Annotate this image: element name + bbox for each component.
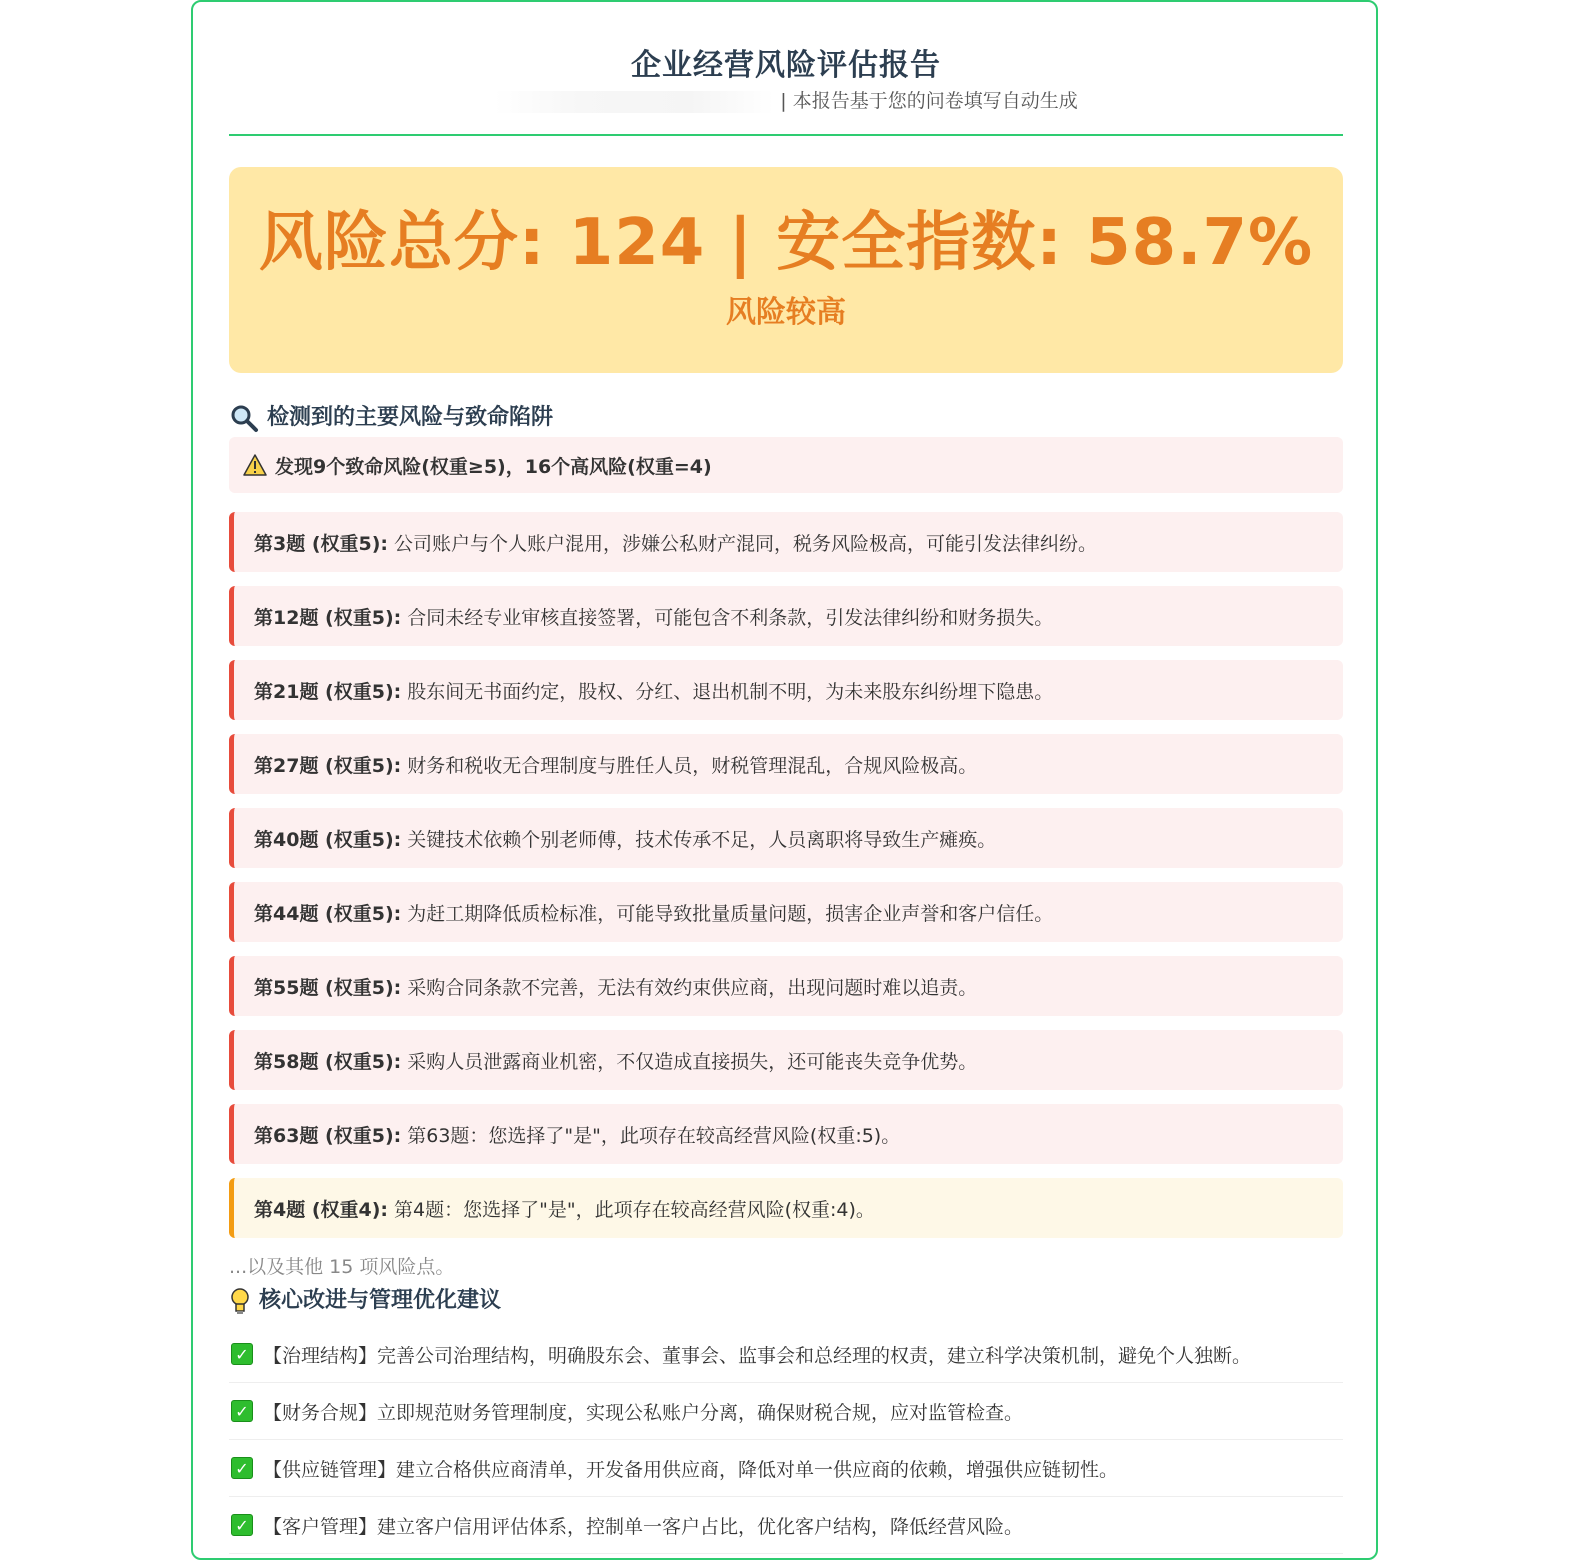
risk-item-text: 股东间无书面约定，股权、分红、退出机制不明，为未来股东纠纷埋下隐患。 <box>407 680 1054 703</box>
suggestions-section-title <box>229 1286 1343 1316</box>
risk-item-text: 第4题：您选择了"是"，此项存在较高经营风险(权重:4)。 <box>394 1198 875 1221</box>
risk-item-text: 第63题：您选择了"是"，此项存在较高经营风险(权重:5)。 <box>407 1124 901 1147</box>
risks-section-title <box>229 403 1343 433</box>
risk-item-label: 第40题 (权重5): <box>254 828 402 851</box>
risk-item-text: 采购人员泄露商业机密，不仅造成直接损失，还可能丧失竞争优势。 <box>407 1050 978 1073</box>
suggestion-text: 【供应链管理】建立合格供应商清单，开发备用供应商，降低对单一供应商的依赖，增强供应链韧性。 <box>263 1458 1119 1481</box>
risk-item-text: 关键技术依赖个别老师傅，技术传承不足，人员离职将导致生产瘫痪。 <box>407 828 997 851</box>
checkmark-icon: ✓ <box>231 1343 253 1365</box>
risk-item-label: 第63题 (权重5): <box>254 1124 402 1147</box>
suggestion-text: 【财务合规】立即规范财务管理制度，实现公私账户分离，确保财税合规，应对监管检查。 <box>263 1401 1024 1424</box>
risks-section-title-text: 检测到的主要风险与致命陷阱 <box>267 405 554 430</box>
suggestion-item <box>229 1383 1343 1440</box>
risk-item-label: 第4题 (权重4): <box>254 1198 389 1221</box>
warning-icon <box>243 454 267 476</box>
more-risks-note: ...以及其他 15 项风险点。 <box>229 1256 455 1278</box>
score-headline: 风险总分: 124 | 安全指数: 58.7% <box>258 206 1314 280</box>
risk-level: 风险较高 <box>726 295 846 330</box>
risk-item <box>229 882 1343 942</box>
suggestion-item <box>229 1440 1343 1497</box>
checkmark-icon: ✓ <box>231 1400 253 1422</box>
score-panel <box>229 167 1343 373</box>
suggestions-section-title-text: 核心改进与管理优化建议 <box>259 1288 502 1313</box>
suggestion-text: 【治理结构】完善公司治理结构，明确股东会、董事会、监事会和总经理的权责，建立科学决策机制，避免个人独断。 <box>263 1344 1252 1367</box>
risk-summary-text: 发现9个致命风险(权重≥5)，16个高风险(权重=4) <box>275 455 712 478</box>
risk-item-label: 第55题 (权重5): <box>254 976 402 999</box>
risk-item-text: 财务和税收无合理制度与胜任人员，财税管理混乱，合规风险极高。 <box>407 754 978 777</box>
risk-item-label: 第27题 (权重5): <box>254 754 402 777</box>
checkmark-icon: ✓ <box>231 1457 253 1479</box>
risk-item <box>229 1178 1343 1238</box>
lightbulb-icon <box>229 1286 251 1316</box>
risk-item-text: 为赶工期降低质检标准，可能导致批量质量问题，损害企业声誉和客户信任。 <box>407 902 1054 925</box>
report-content <box>229 2 1343 1554</box>
risk-item <box>229 956 1343 1016</box>
risk-item-text: 公司账户与个人账户混用，涉嫌公私财产混同，税务风险极高，可能引发法律纠纷。 <box>394 532 1098 555</box>
risk-item-label: 第12题 (权重5): <box>254 606 402 629</box>
risk-list <box>229 512 1343 1238</box>
report-subtitle-row <box>229 88 1343 114</box>
risk-item <box>229 586 1343 646</box>
risk-item-label: 第58题 (权重5): <box>254 1050 402 1073</box>
risk-item <box>229 734 1343 794</box>
risk-item-label: 第21题 (权重5): <box>254 680 402 703</box>
suggestion-text: 【客户管理】建立客户信用评估体系，控制单一客户占比，优化客户结构，降低经营风险。 <box>263 1515 1024 1538</box>
risk-item <box>229 808 1343 868</box>
report-title: 企业经营风险评估报告 <box>631 48 941 83</box>
risk-item <box>229 1030 1343 1090</box>
checkmark-icon: ✓ <box>231 1514 253 1536</box>
risk-item <box>229 1104 1343 1164</box>
suggestion-item <box>229 1326 1343 1383</box>
suggestion-item <box>229 1497 1343 1554</box>
risk-summary-alert <box>229 437 1343 493</box>
risk-item-text: 合同未经专业审核直接签署，可能包含不利条款，引发法律纠纷和财务损失。 <box>407 606 1054 629</box>
risk-item-text: 采购合同条款不完善，无法有效约束供应商，出现问题时难以追责。 <box>407 976 978 999</box>
risk-item-label: 第44题 (权重5): <box>254 902 402 925</box>
header-divider <box>229 134 1343 136</box>
report-card <box>191 0 1378 1560</box>
report-subtitle: | 本报告基于您的问卷填写自动生成 <box>780 90 1078 112</box>
magnifier-icon <box>229 403 259 433</box>
risk-item-label: 第3题 (权重5): <box>254 532 389 555</box>
risk-item <box>229 512 1343 572</box>
redacted-company-name <box>494 91 774 113</box>
risk-item <box>229 660 1343 720</box>
suggestion-list <box>229 1326 1343 1554</box>
